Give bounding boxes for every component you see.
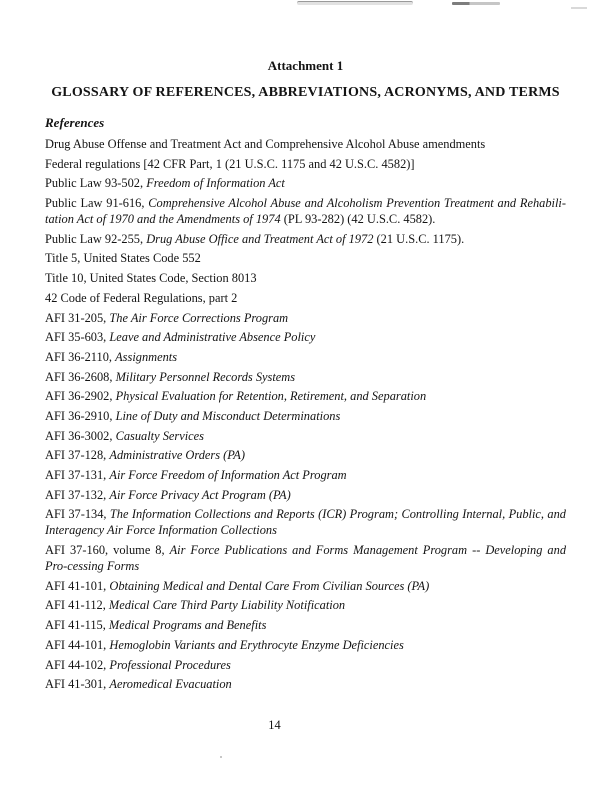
reference-item (45, 637, 566, 653)
reference-designator: AFI 37-128, (45, 448, 110, 463)
reference-item (45, 349, 566, 365)
reference-title: Drug Abuse Office and Treatment Act of 1972 (146, 231, 374, 246)
reference-item (45, 388, 566, 404)
reference-designator: AFI 36-2110, (45, 349, 116, 364)
reference-item (45, 290, 566, 306)
reference-designator: Title 10, United States Code, Section 8013 (45, 271, 257, 286)
reference-title: Line of Duty and Misconduct Determinations (115, 408, 341, 423)
reference-item (45, 542, 566, 574)
reference-title: Freedom of Information Act (146, 176, 285, 191)
references-list (45, 136, 566, 692)
reference-title: The Information Collections and Reports (ICR) Program; Controlling Internal, Public, and Interagency Air Force Information Collections (45, 507, 566, 538)
reference-designator: AFI 37-132, (45, 487, 110, 502)
reference-item (45, 136, 566, 152)
reference-designator: Public Law 91-616, (45, 196, 149, 211)
reference-item (45, 231, 566, 247)
reference-title: Casualty Services (115, 428, 204, 443)
reference-designator: Federal regulations [42 CFR Part, 1 (21 U.S.C. 1175 and 42 U.S.C. 4582)] (45, 156, 415, 171)
reference-item (45, 617, 566, 633)
reference-item (45, 175, 566, 191)
scan-speck (220, 756, 222, 758)
references-section-heading: References (45, 115, 105, 130)
reference-designator: Title 5, United States Code 552 (45, 251, 201, 266)
reference-item (45, 467, 566, 483)
reference-item (45, 195, 566, 227)
reference-designator: AFI 36-2910, (45, 408, 116, 423)
reference-designator: 42 Code of Federal Regulations, part 2 (45, 290, 238, 305)
page-title: GLOSSARY OF REFERENCES, ABBREVIATIONS, ACRONYMS, AND TERMS (51, 85, 560, 100)
reference-item (45, 506, 566, 538)
reference-item (45, 428, 566, 444)
scan-artifact-mark (571, 7, 587, 9)
reference-item (45, 329, 566, 345)
reference-item (45, 270, 566, 286)
reference-title: Administrative Orders (PA) (109, 448, 245, 463)
reference-designator: Public Law 92-255, (45, 231, 147, 246)
reference-item (45, 578, 566, 594)
reference-designator: AFI 37-134, (45, 507, 110, 522)
reference-title: Medical Care Third Party Liability Notification (108, 598, 346, 613)
reference-title: Air Force Freedom of Information Act Program (109, 468, 347, 482)
reference-title: Professional Procedures (109, 657, 231, 672)
reference-item (45, 657, 566, 673)
reference-title: Aeromedical Evacuation (109, 677, 232, 692)
scan-artifact-bar (452, 2, 500, 5)
reference-designator: AFI 37-131, (45, 468, 110, 482)
reference-title: Obtaining Medical and Dental Care From Civilian Sources (PA) (109, 578, 430, 593)
reference-designator: AFI 44-101, (45, 637, 110, 652)
reference-item (45, 250, 566, 266)
reference-designator: AFI 37-160, volume 8, (45, 543, 170, 558)
reference-item (45, 597, 566, 613)
reference-designator: AFI 36-3002, (45, 428, 116, 443)
reference-title: Military Personnel Records Systems (115, 369, 296, 384)
reference-title: The Air Force Corrections Program (109, 310, 289, 325)
reference-item (45, 676, 566, 692)
reference-title: Hemoglobin Variants and Erythrocyte Enzyme Deficiencies (109, 637, 404, 652)
reference-item (45, 369, 566, 385)
reference-item (45, 487, 566, 503)
scan-artifact-bar (297, 1, 413, 5)
reference-title: Air Force Publications and Forms Management Program -- Developing and Pro-cessing Forms (45, 543, 567, 574)
reference-item (45, 310, 566, 326)
reference-title: Leave and Administrative Absence Policy (109, 330, 316, 345)
reference-designator: AFI 41-115, (45, 618, 109, 633)
reference-designator: AFI 31-205, (45, 310, 110, 325)
reference-title: Medical Programs and Benefits (108, 618, 267, 633)
reference-item (45, 408, 566, 424)
reference-title: Air Force Privacy Act Program (PA) (109, 487, 291, 502)
reference-designator: AFI 44-102, (45, 657, 110, 672)
reference-title: Assignments (115, 349, 178, 364)
reference-designator: Drug Abuse Offense and Treatment Act and Comprehensive Alcohol Abuse amendments (45, 137, 486, 151)
reference-designator: AFI 36-2608, (45, 369, 116, 384)
page-content (0, 58, 611, 732)
page-number: 14 (268, 718, 281, 733)
reference-designator: AFI 36-2902, (45, 389, 116, 404)
reference-designator: AFI 35-603, (45, 330, 110, 345)
reference-citation: (21 U.S.C. 1175). (373, 231, 465, 246)
reference-designator: Public Law 93-502, (45, 176, 147, 191)
reference-title: Comprehensive Alcohol Abuse and Alcoholism Prevention Treatment and Rehabili-tation Act of 1970 and the Amendments of 1974 (45, 196, 566, 227)
reference-title: Physical Evaluation for Retention, Retirement, and Separation (115, 389, 427, 404)
attachment-label: Attachment 1 (267, 58, 344, 73)
reference-designator: AFI 41-101, (45, 578, 110, 593)
reference-citation: (PL 93-282) (42 U.S.C. 4582). (280, 212, 436, 227)
reference-designator: AFI 41-112, (45, 598, 109, 613)
reference-designator: AFI 41-301, (45, 677, 110, 692)
reference-item (45, 156, 566, 172)
reference-item (45, 447, 566, 463)
